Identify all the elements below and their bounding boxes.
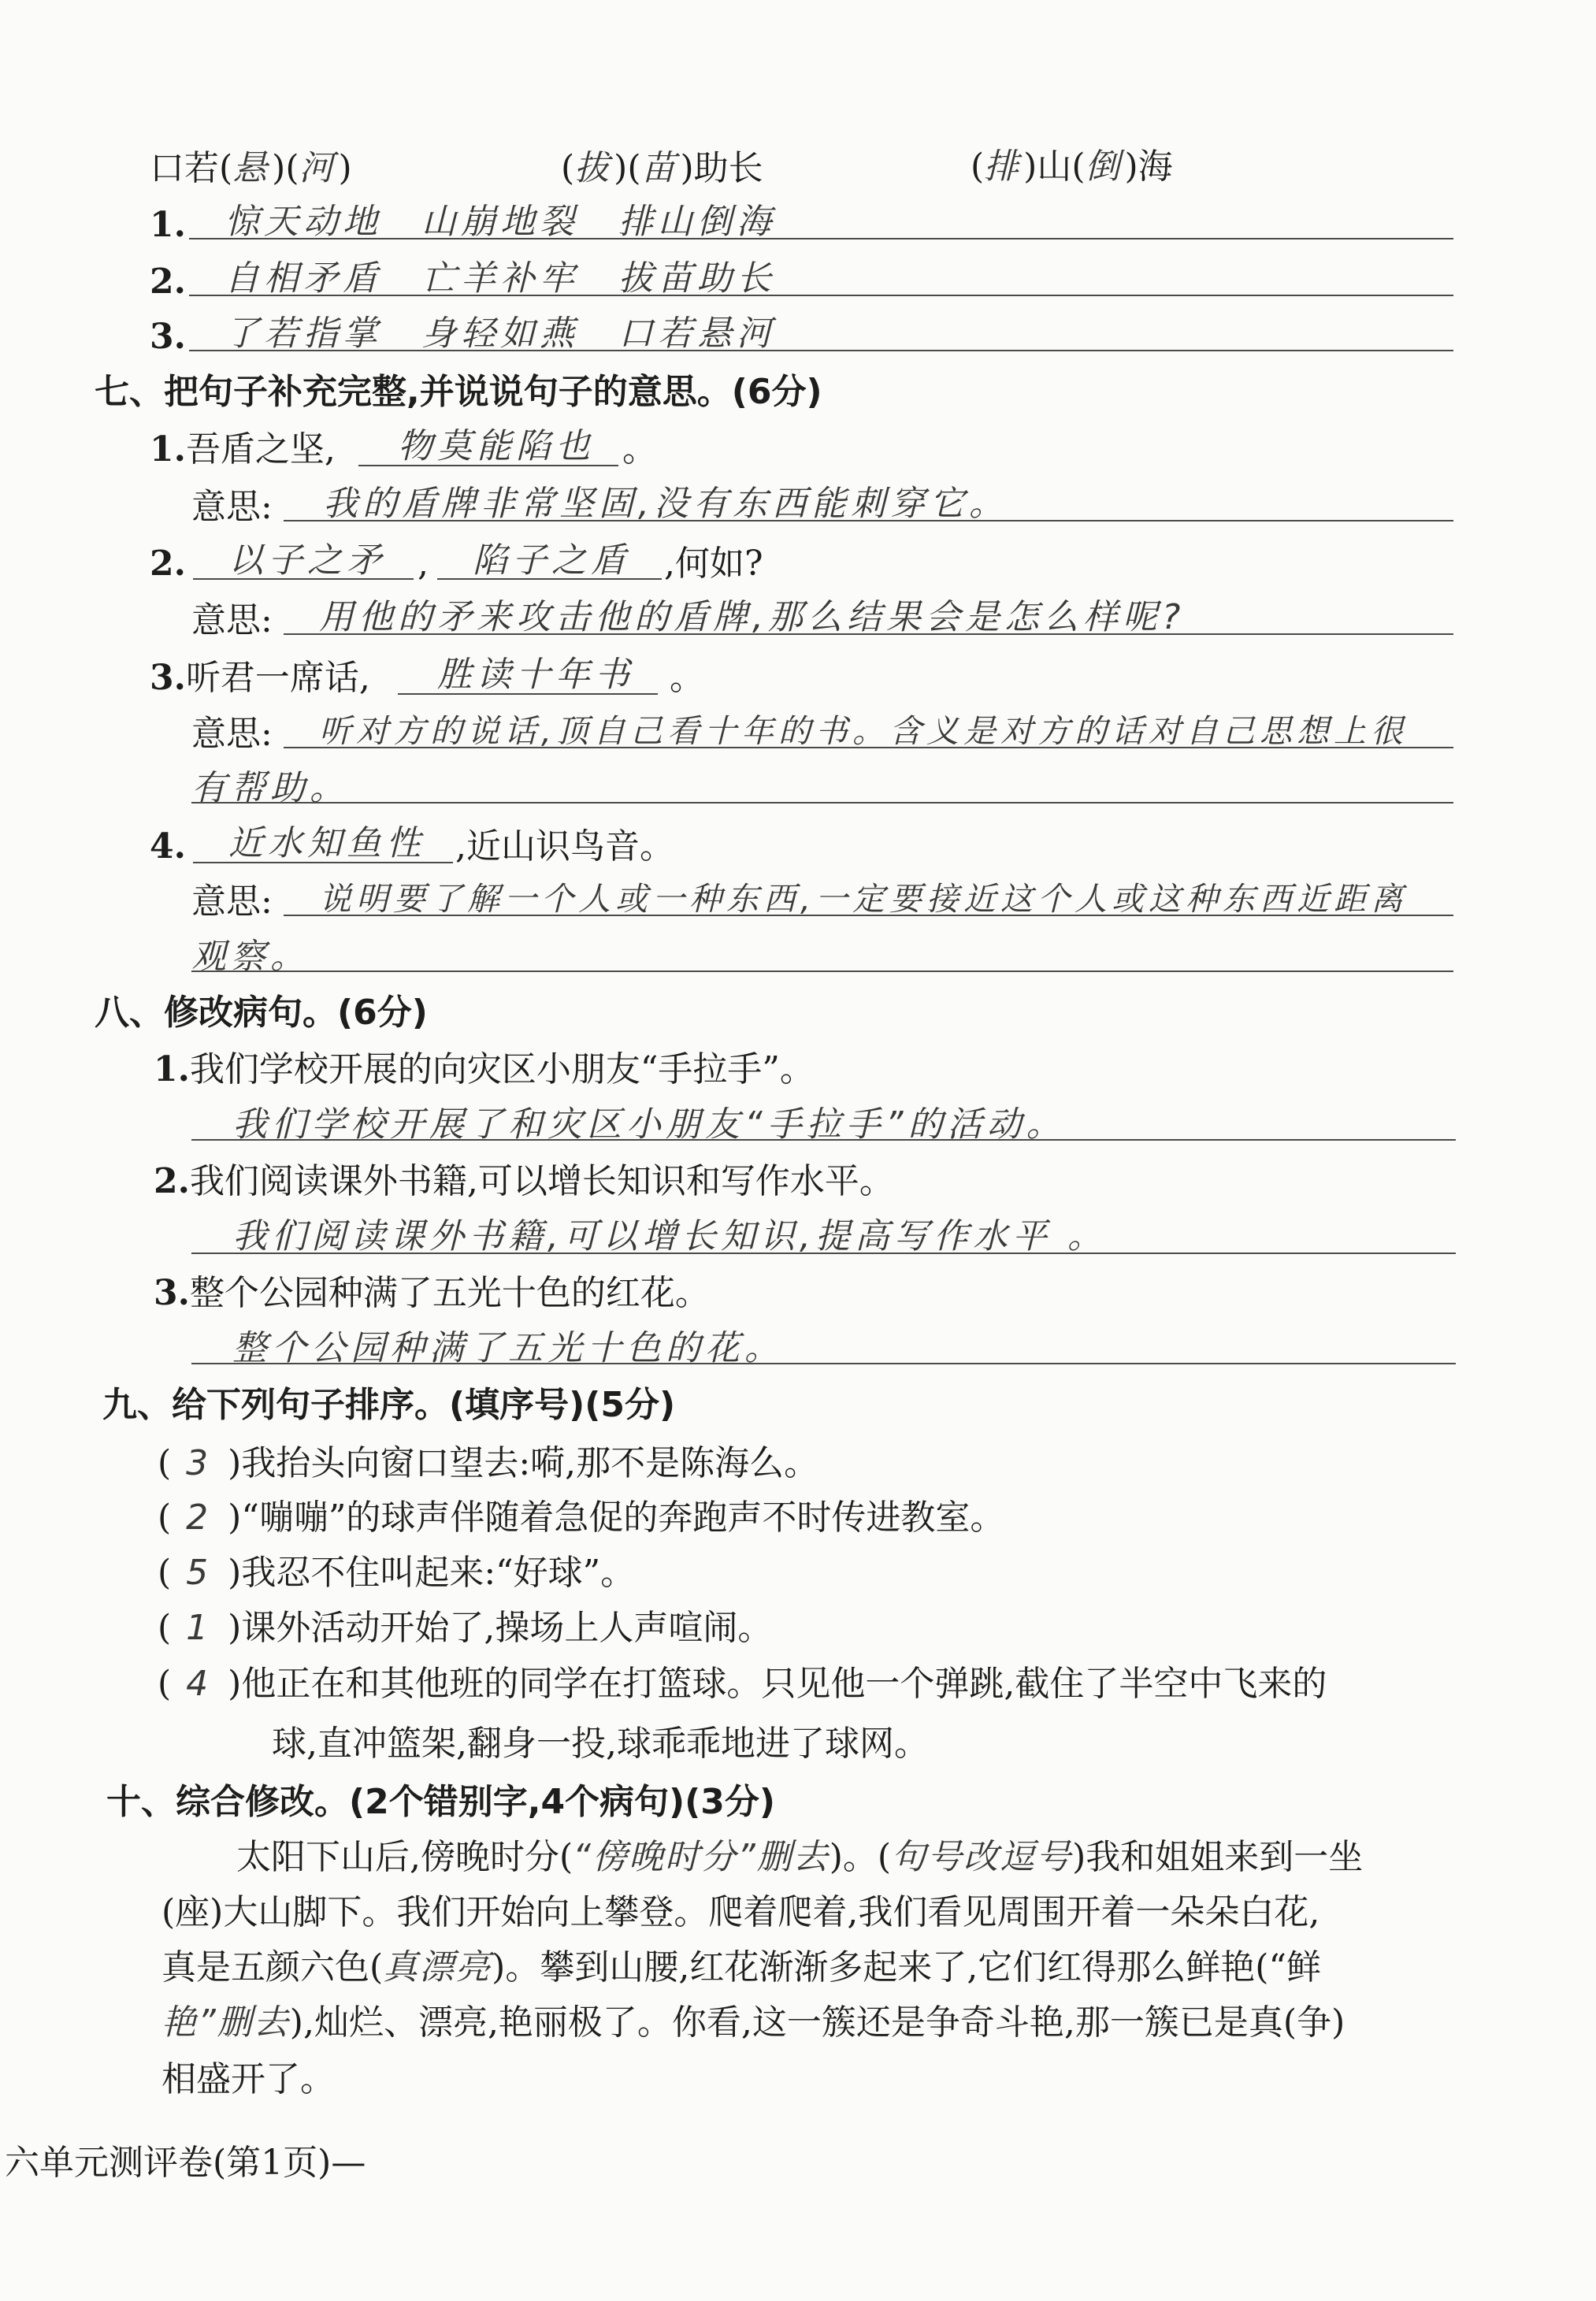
sentence-text: 。 — [670, 658, 704, 698]
order-item — [158, 1551, 635, 1595]
handwritten-answer: 5 — [186, 1553, 213, 1593]
paragraph-text: 太阳下山后,傍晚时分( — [236, 1837, 573, 1877]
answer-underline — [398, 693, 658, 695]
sentence-text: 我忍不住叫起来:“好球”。 — [241, 1553, 636, 1593]
question-number: 3. — [150, 317, 186, 357]
sentence-text: ,近山识鸟音。 — [455, 826, 674, 867]
handwritten-answer: 拔 — [574, 148, 614, 188]
handwritten-answer: 苗 — [640, 148, 681, 188]
section-7-title: 七、把句子补充完整,并说说句子的意思。(6分) — [95, 372, 822, 412]
idiom-text: )( — [614, 148, 641, 188]
handwritten-answer: 4 — [186, 1664, 213, 1704]
paragraph-text: )。攀到山腰,红花渐渐多起来了,它们红得那么鲜艳(“鲜 — [492, 1947, 1321, 1987]
idiom-row-3 — [971, 145, 1173, 189]
answer-underline — [193, 578, 414, 580]
sentence-text: 听君一席话, — [185, 658, 370, 698]
handwritten-answer: 胜读十年书 — [437, 655, 634, 695]
meaning-label: 意思: — [191, 881, 273, 922]
paren-open: ( — [158, 1608, 172, 1648]
paren-close: ) — [228, 1608, 242, 1648]
question-number: 1. — [150, 205, 186, 245]
question-number: 1. — [154, 1049, 190, 1089]
sentence-text: ,何如? — [664, 544, 763, 584]
answer-underline — [358, 465, 618, 466]
handwritten-answer: 自相矛盾 亡羊补牢 拔苗助长 — [225, 258, 776, 299]
idiom-text: )( — [272, 148, 299, 188]
section-9-title: 九、给下列句子排序。(填序号)(5分) — [102, 1385, 676, 1425]
faulty-sentence — [154, 1160, 894, 1204]
meaning-label: 意思: — [191, 487, 273, 527]
answer-underline — [189, 295, 1453, 296]
idiom-row — [150, 147, 352, 191]
idiom-text: )山( — [1023, 147, 1086, 187]
sentence-q3 — [150, 656, 370, 700]
handwritten-answer: 我的盾牌非常坚固,没有东西能刺穿它。 — [323, 484, 1008, 524]
handwritten-answer: 说明要了解一个人或一种东西,一定要接近这个人或这种东西近距离 — [319, 880, 1409, 918]
answer-underline — [189, 350, 1453, 351]
handwritten-answer: 我们学校开展了和灾区小朋友“手拉手”的活动。 — [232, 1104, 1066, 1145]
idiom-text: ) — [338, 148, 352, 188]
idiom-text: ( — [971, 147, 985, 187]
handwritten-answer: 1 — [186, 1608, 213, 1648]
idiom-text: ( — [561, 148, 575, 188]
paragraph-line — [161, 1946, 1321, 1990]
answer-underline — [191, 971, 1453, 972]
paragraph-line — [161, 2001, 1345, 2045]
idiom-text: )助长 — [680, 148, 763, 188]
question-number: 2. — [150, 544, 186, 584]
handwritten-answer: 2 — [186, 1498, 213, 1538]
handwritten-answer: 观察。 — [191, 937, 310, 977]
handwritten-answer: 陷子之盾 — [473, 540, 630, 581]
paren-close: ) — [228, 1498, 242, 1538]
faulty-sentence — [154, 1271, 710, 1316]
handwritten-answer: 倒 — [1085, 147, 1125, 187]
sentence-text: 我们阅读课外书籍,可以增长知识和写作水平。 — [189, 1161, 894, 1201]
paren-close: ) — [228, 1443, 242, 1483]
sentence-text: 课外活动开始了,操场上人声喧闹。 — [241, 1608, 773, 1648]
handwritten-answer: 河 — [299, 148, 339, 188]
paragraph-text: (座)大山脚下。我们开始向上攀登。爬着爬着,我们看见周围开着一朵朵白花, — [161, 1892, 1320, 1932]
answer-underline — [284, 520, 1453, 521]
answer-underline — [191, 1253, 1456, 1254]
paren-close: ) — [228, 1553, 242, 1593]
meaning-label: 意思: — [191, 714, 273, 754]
answer-underline — [284, 633, 1453, 635]
answer-underline — [284, 915, 1453, 916]
handwritten-answer: 物莫能陷也 — [398, 426, 595, 466]
answer-underline — [189, 238, 1453, 239]
sentence-text: , — [418, 544, 429, 584]
sentence-q1 — [150, 428, 336, 472]
paren-open: ( — [158, 1443, 172, 1483]
handwritten-answer: 3 — [186, 1443, 213, 1483]
paren-open: ( — [158, 1664, 172, 1704]
idiom-text: )海 — [1124, 147, 1173, 187]
paragraph-line — [161, 2058, 335, 2102]
question-number: 1. — [150, 429, 186, 469]
handwritten-correction: 真漂亮 — [383, 1947, 492, 1987]
handwritten-answer: 整个公园种满了五光十色的花。 — [232, 1328, 784, 1368]
paragraph-text: 相盛开了。 — [161, 2059, 335, 2099]
paragraph-line — [161, 1891, 1319, 1935]
handwritten-answer: 排 — [984, 147, 1024, 187]
paragraph-line — [236, 1835, 1363, 1880]
paragraph-text: ),灿烂、漂亮,艳丽极了。你看,这一簇还是争奇斗艳,那一簇已是真(争) — [289, 2002, 1345, 2043]
order-item — [158, 1606, 772, 1650]
paren-open: ( — [158, 1553, 172, 1593]
handwritten-answer: 我们阅读课外书籍,可以增长知识,提高写作水平 。 — [232, 1216, 1107, 1256]
sentence-text: 。 — [622, 429, 657, 469]
paren-open: ( — [158, 1498, 172, 1538]
faulty-sentence — [154, 1048, 815, 1092]
sentence-text: 球,直冲篮架,翻身一投,球乖乖地进了球网。 — [272, 1724, 929, 1764]
handwritten-correction: 艳”删去 — [161, 2002, 290, 2043]
question-number: 4. — [150, 826, 186, 867]
section-10-title: 十、综合修改。(2个错别字,4个病句)(3分) — [106, 1782, 775, 1822]
answer-underline — [191, 802, 1453, 803]
handwritten-answer: 以子之矛 — [228, 540, 386, 581]
order-item — [158, 1496, 1004, 1540]
paragraph-text: )。( — [829, 1837, 892, 1877]
handwritten-answer: 悬 — [232, 148, 273, 188]
paren-close: ) — [228, 1664, 242, 1704]
paragraph-text: 真是五颜六色( — [161, 1947, 384, 1987]
page-footer: 六单元测评卷(第1页)— — [5, 2143, 366, 2183]
handwritten-correction: “傍晚时分”删去 — [573, 1837, 830, 1877]
handwritten-correction: 句号改逗号 — [891, 1837, 1073, 1877]
sentence-text: “嘣嘣”的球声伴随着急促的奔跑声不时传进教室。 — [241, 1498, 1005, 1538]
handwritten-answer: 了若指掌 身轻如燕 口若悬河 — [225, 314, 776, 354]
question-number: 2. — [150, 262, 186, 302]
handwritten-answer: 用他的矛来攻击他的盾牌,那么结果会是怎么样呢? — [319, 597, 1186, 637]
sentence-text: 整个公园种满了五光十色的红花。 — [189, 1273, 710, 1313]
sentence-text: 我抬头向窗口望去:嗬,那不是陈海么。 — [241, 1443, 819, 1483]
answer-underline — [191, 1363, 1456, 1364]
sentence-text: 我们学校开展的向灾区小朋友“手拉手”。 — [189, 1049, 815, 1089]
question-number: 3. — [150, 658, 186, 698]
sentence-text: 他正在和其他班的同学在打篮球。只见他一个弹跳,截住了半空中飞来的 — [241, 1664, 1327, 1704]
handwritten-answer: 近水知鱼性 — [228, 823, 425, 863]
answer-underline — [437, 578, 662, 580]
handwritten-answer: 有帮助。 — [191, 768, 349, 808]
question-number: 2. — [154, 1161, 190, 1201]
answer-underline — [191, 1139, 1456, 1141]
handwritten-answer: 惊天动地 山崩地裂 排山倒海 — [225, 202, 776, 242]
handwritten-answer: 听对方的说话,顶自己看十年的书。含义是对方的话对自己思想上很 — [319, 712, 1409, 750]
question-number: 3. — [154, 1273, 190, 1313]
idiom-text: 口若( — [150, 148, 233, 188]
section-8-title: 八、修改病句。(6分) — [95, 993, 428, 1033]
order-item — [158, 1442, 818, 1486]
sentence-text: 吾盾之坚, — [185, 429, 336, 469]
meaning-label: 意思: — [191, 600, 273, 640]
idiom-row-2 — [561, 147, 763, 191]
paragraph-text: )我和姐姐来到一坐 — [1072, 1837, 1364, 1877]
answer-underline — [193, 862, 453, 863]
answer-underline — [284, 747, 1453, 748]
order-item — [158, 1662, 1327, 1706]
